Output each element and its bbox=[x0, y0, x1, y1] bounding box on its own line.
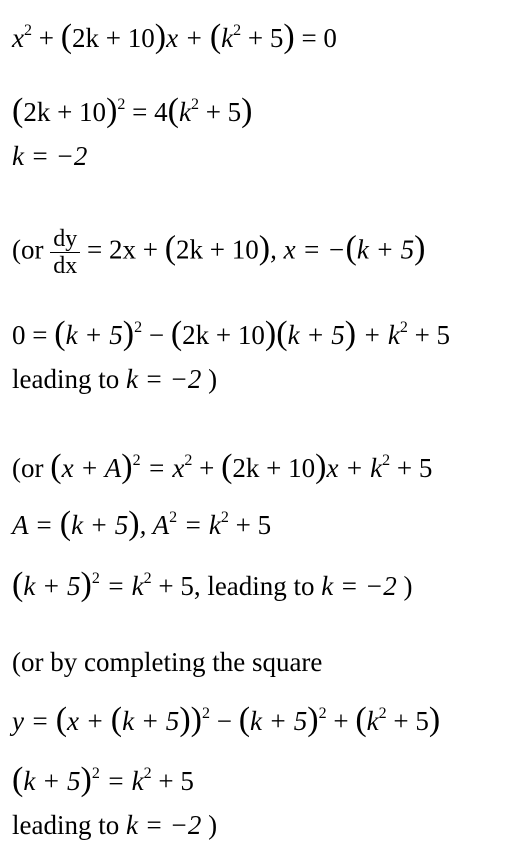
term: 0 = bbox=[12, 320, 55, 350]
term: k + 5 bbox=[65, 320, 123, 350]
term: ) bbox=[201, 364, 218, 394]
term: k + 5 bbox=[23, 571, 81, 601]
exponent: 2 bbox=[132, 452, 141, 469]
term: k bbox=[178, 97, 191, 127]
fraction-dy-dx bbox=[50, 226, 80, 279]
term: + 5 bbox=[228, 510, 272, 540]
term: k + 5 bbox=[122, 706, 180, 736]
exponent: 2 bbox=[23, 22, 32, 39]
term: + 5 bbox=[386, 706, 429, 736]
term: = 4 bbox=[125, 97, 168, 127]
term: 2k + 10 bbox=[176, 234, 259, 265]
term: 2k + 10 bbox=[72, 23, 155, 53]
term: = k bbox=[99, 571, 144, 601]
term: (or bbox=[12, 234, 51, 265]
exponent: 2 bbox=[399, 319, 408, 336]
term: + k bbox=[356, 320, 400, 350]
term: ) bbox=[396, 571, 413, 601]
term: + 5 bbox=[407, 320, 451, 350]
term: k = −2 bbox=[321, 571, 397, 601]
term: = 2x + bbox=[80, 234, 165, 265]
term: k = −2 bbox=[125, 810, 202, 840]
term: 2k + 10 bbox=[232, 453, 316, 483]
term: , A bbox=[139, 510, 170, 540]
term: x + k bbox=[326, 453, 383, 483]
equation-quadratic: $x^2 + (2k + 10)x + (k^2 + 5) = 0$ bbox=[12, 18, 337, 55]
term: + bbox=[31, 23, 61, 53]
equation-substitution: $0 = (k + 5)^2 - (2k + 10)(k + 5) + k^2 + 5$ bbox=[12, 315, 451, 352]
term: = k bbox=[177, 510, 221, 540]
exponent: 2 bbox=[143, 765, 152, 782]
exponent: 2 bbox=[233, 22, 242, 39]
term: leading to bbox=[12, 364, 126, 394]
completing-square-intro: (or by completing the square bbox=[12, 647, 323, 677]
exponent: 2 bbox=[382, 452, 391, 469]
equation-completed-square: $y = (x + (k + 5))^2 - (k + 5)^2 + (k^2 + 5)$ bbox=[12, 701, 441, 738]
term: k + 5 bbox=[356, 234, 415, 265]
term: ) bbox=[201, 810, 218, 840]
term: (or bbox=[12, 453, 51, 483]
exponent: 2 bbox=[184, 452, 193, 469]
exponent: 2 bbox=[220, 509, 229, 526]
equation-derivative: (or $\frac{dy}{dx}$ = 2x + (2k + 10), x = −(k + 5) bbox=[12, 226, 426, 279]
term: leading to bbox=[12, 810, 126, 840]
term: = 0 bbox=[294, 23, 337, 53]
exponent: 2 bbox=[134, 319, 143, 336]
term: , x = − bbox=[270, 234, 346, 265]
term: k + 5 bbox=[23, 766, 81, 796]
exponent: 2 bbox=[190, 96, 199, 113]
exponent: 2 bbox=[169, 509, 178, 526]
term: k + 5 bbox=[71, 510, 129, 540]
term: x + bbox=[67, 706, 111, 736]
term: + 5 bbox=[198, 97, 242, 127]
conclusion-line bbox=[12, 362, 217, 396]
exponent: 2 bbox=[117, 96, 126, 113]
term: + 5 bbox=[390, 453, 433, 483]
term: + 5 bbox=[241, 23, 284, 53]
term: k = −2 bbox=[125, 364, 202, 394]
term: x + A bbox=[61, 453, 122, 483]
equation-A: A = (k + 5), $A^2 = k^2 + 5$ bbox=[12, 505, 272, 542]
denominator: dx bbox=[53, 253, 78, 279]
exponent: 2 bbox=[378, 705, 387, 722]
term: x + bbox=[166, 23, 210, 53]
term: k bbox=[221, 23, 234, 53]
term: A = bbox=[12, 510, 60, 540]
exponent: 2 bbox=[143, 570, 152, 587]
exponent: 2 bbox=[201, 705, 210, 722]
conclusion-line-final bbox=[12, 808, 217, 842]
term: + 5 bbox=[151, 766, 194, 796]
term: + 5, leading to bbox=[151, 571, 322, 601]
term: k bbox=[366, 706, 379, 736]
term: = x bbox=[140, 453, 185, 483]
numerator: dy bbox=[50, 226, 80, 253]
term: = k bbox=[99, 766, 144, 796]
term: − bbox=[142, 320, 171, 350]
term: + bbox=[192, 453, 222, 483]
term: + bbox=[326, 706, 356, 736]
term: 2k + 10 bbox=[23, 97, 107, 127]
term: − bbox=[209, 706, 239, 736]
term: 2k + 10 bbox=[182, 320, 265, 350]
equation-k-plus-5-final: $(k + 5)^2 = k^2 + 5$ bbox=[12, 761, 194, 798]
term: y = bbox=[12, 706, 56, 736]
term: x bbox=[12, 23, 24, 53]
result-k: k = −2 bbox=[12, 141, 88, 171]
exponent: 2 bbox=[318, 705, 327, 722]
equation-k-plus-5: $(k + 5)^2 = k^2 + 5$, leading to k = −2 ) bbox=[12, 566, 413, 603]
term: k + 5 bbox=[287, 320, 345, 350]
exponent: 2 bbox=[91, 765, 100, 782]
exponent: 2 bbox=[91, 570, 100, 587]
term: k + 5 bbox=[250, 706, 308, 736]
equation-discriminant: $(2k + 10)^2 = 4(k^2 + 5)$ bbox=[12, 92, 253, 129]
equation-square-form: (or $(x + A)^2 = x^2 + (2k + 10)x + k^2 + 5$ bbox=[12, 448, 433, 485]
